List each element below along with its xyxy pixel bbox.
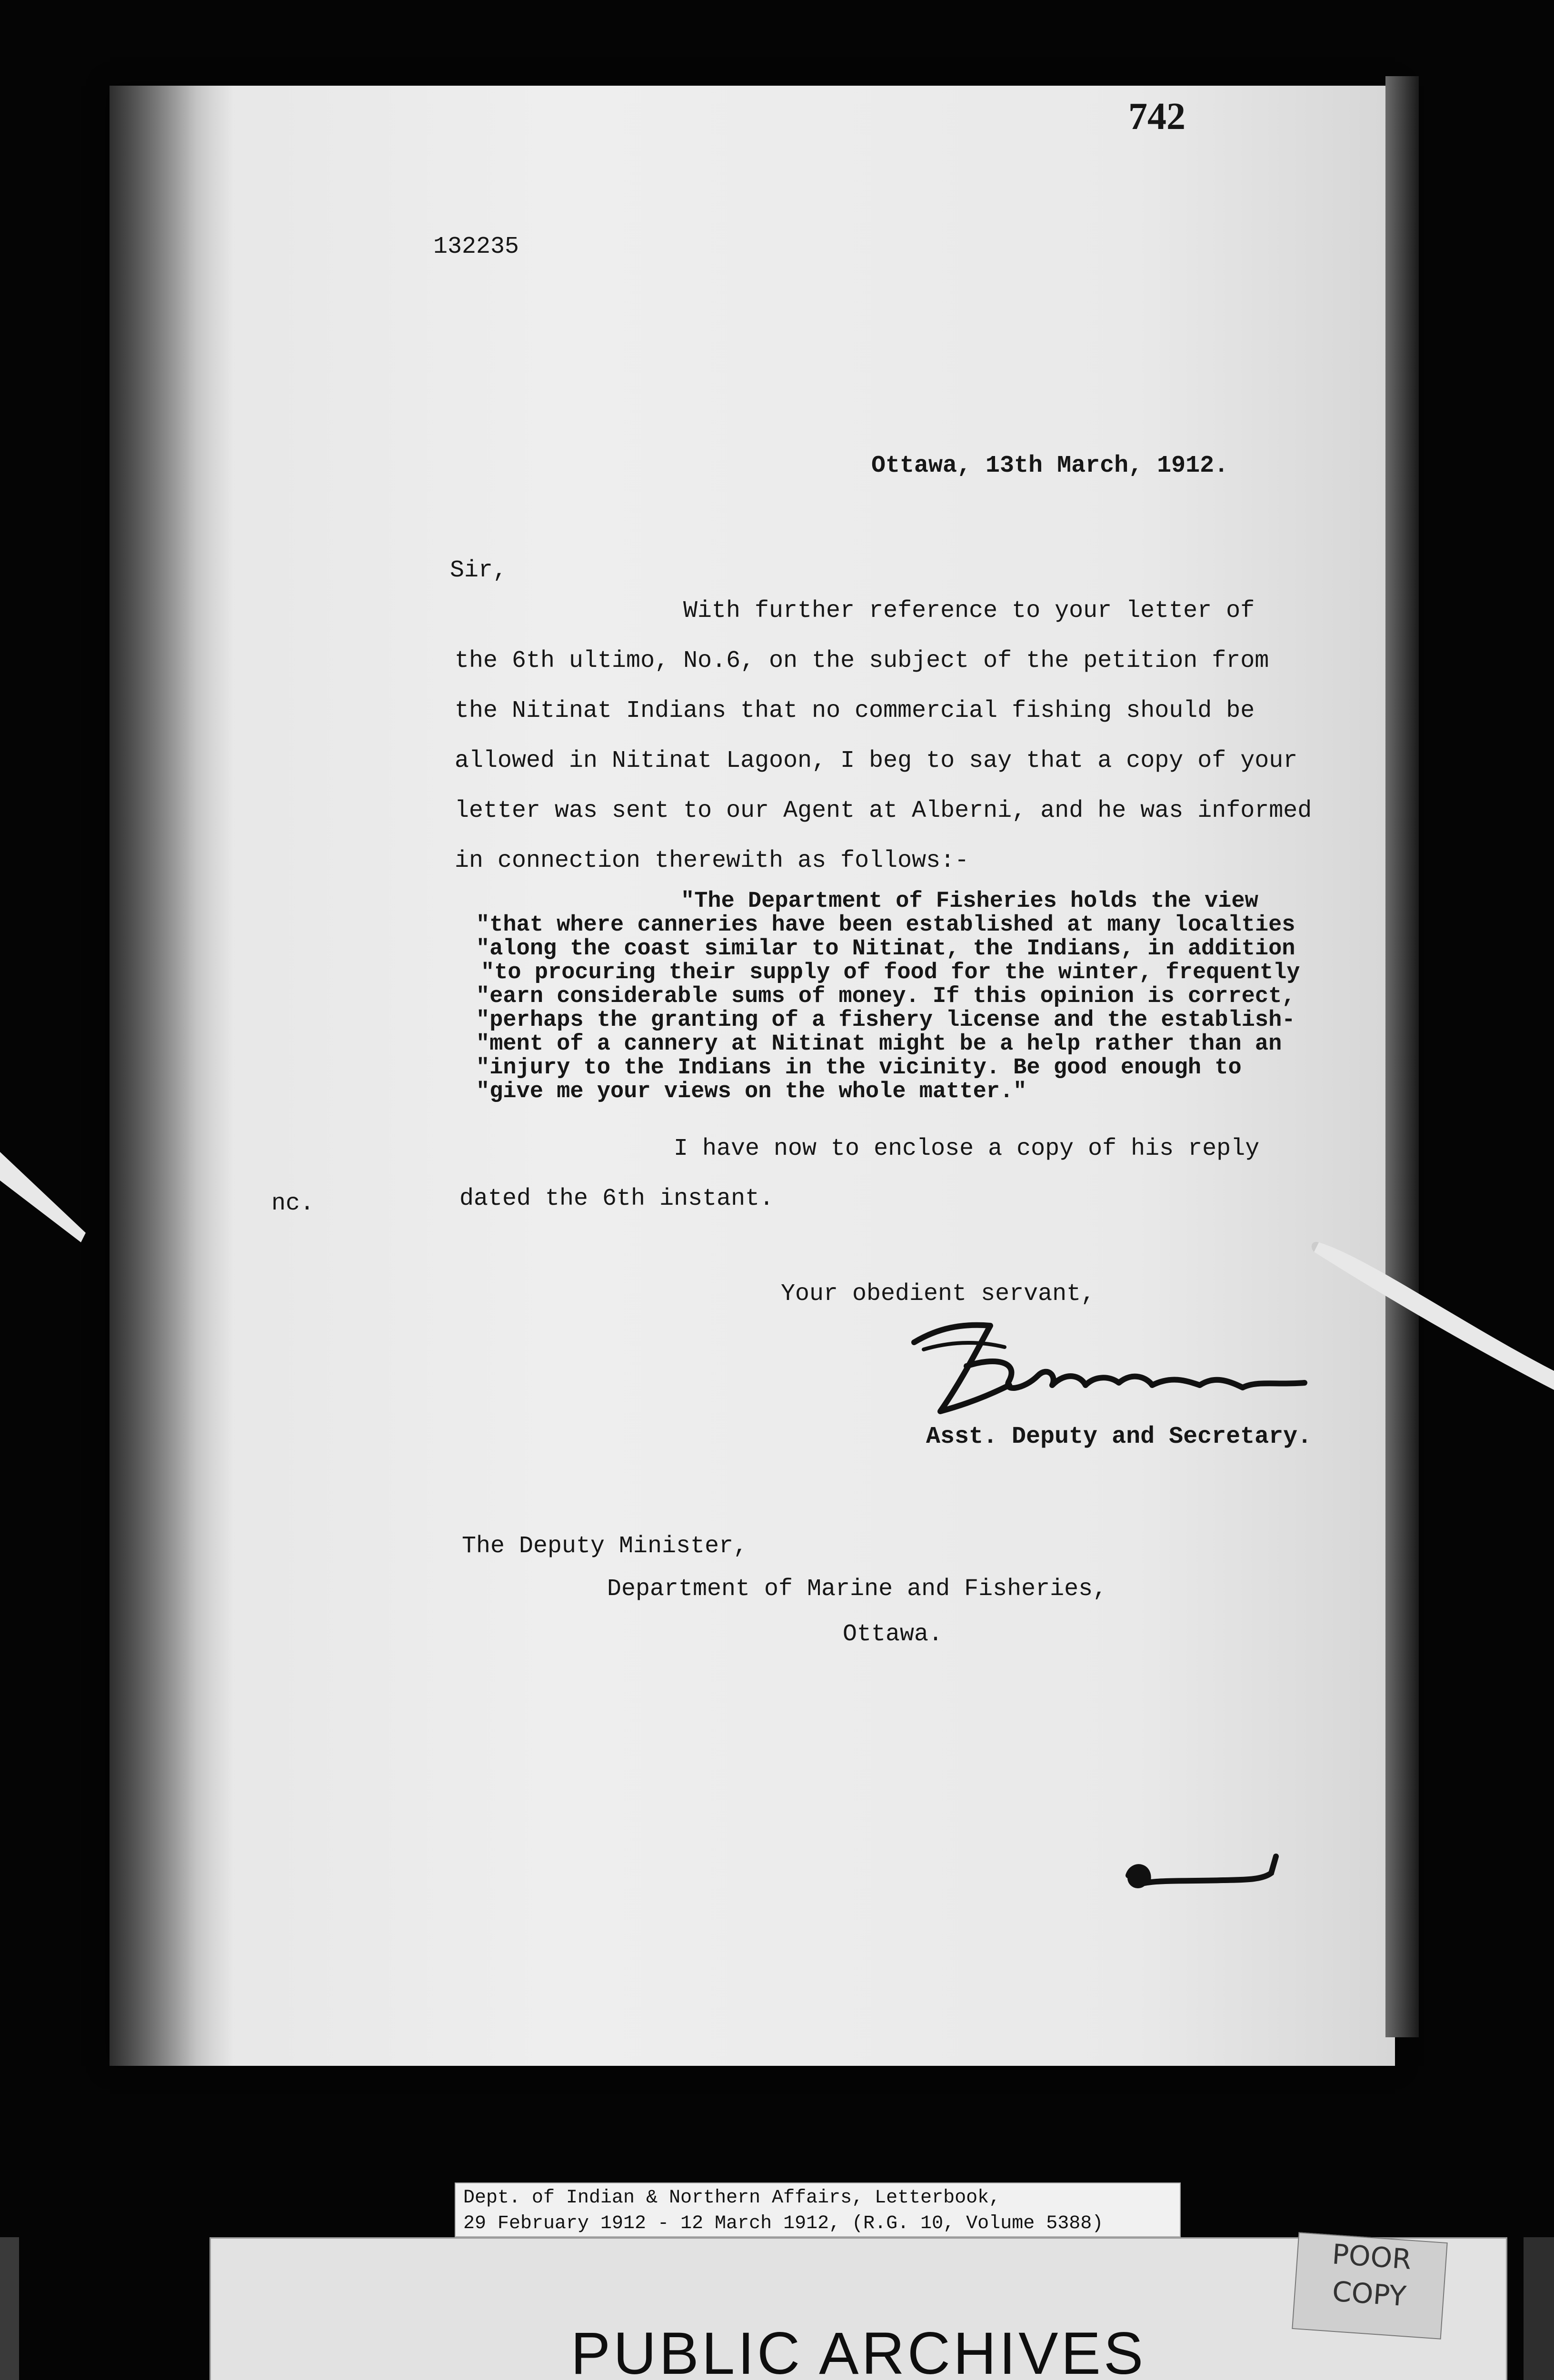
page-edge bbox=[1385, 76, 1419, 2037]
body-line: the 6th ultimo, No.6, on the subject of the petition from bbox=[455, 647, 1269, 674]
quote-line: "The Department of Fisheries holds the view bbox=[681, 889, 1258, 914]
paper-clip-right bbox=[1309, 1228, 1554, 1409]
quote-line: "give me your views on the whole matter." bbox=[476, 1079, 1027, 1104]
quote-line: "injury to the Indians in the vicinity. Be good enough to bbox=[476, 1055, 1242, 1081]
poor-copy-stamp bbox=[1292, 2232, 1447, 2339]
body-line: in connection therewith as follows:- bbox=[455, 847, 969, 874]
quote-line: "to procuring their supply of food for the winter, frequently bbox=[481, 960, 1300, 985]
body-line: dated the 6th instant. bbox=[459, 1185, 774, 1212]
recipient-line: Department of Marine and Fisheries, bbox=[607, 1576, 1107, 1603]
caption-line: 29 February 1912 - 12 March 1912, (R.G. 10, Volume 5388) bbox=[463, 2213, 1104, 2234]
salutation: Sir, bbox=[450, 557, 508, 584]
archive-title-en: PUBLIC ARCHIVES bbox=[570, 2320, 1146, 2380]
page-shadow bbox=[110, 86, 233, 2066]
quote-line: "earn considerable sums of money. If this opinion is correct, bbox=[476, 984, 1295, 1009]
stamp-line: POOR bbox=[1331, 2238, 1413, 2276]
caption-line: Dept. of Indian & Northern Affairs, Letterbook, bbox=[463, 2187, 1001, 2209]
handwritten-mark bbox=[1119, 1847, 1290, 1904]
closing: Your obedient servant, bbox=[781, 1280, 1096, 1308]
body-line: I have now to enclose a copy of his reply bbox=[674, 1135, 1260, 1162]
handwritten-signature bbox=[895, 1314, 1324, 1433]
body-line: the Nitinat Indians that no commercial fishing should be bbox=[455, 697, 1255, 724]
recipient-line: Ottawa. bbox=[843, 1621, 943, 1648]
signature-title: Asst. Deputy and Secretary. bbox=[926, 1423, 1312, 1450]
body-line: letter was sent to our Agent at Alberni, and he was informed bbox=[455, 797, 1312, 824]
page-number: 742 bbox=[1128, 96, 1185, 138]
film-strip-left bbox=[0, 2237, 19, 2380]
paper-clip-left bbox=[0, 1152, 90, 1261]
body-line: With further reference to your letter of bbox=[683, 597, 1255, 625]
quote-line: "perhaps the granting of a fishery license and the establish- bbox=[476, 1008, 1295, 1033]
quote-line: "along the coast similar to Nitinat, the Indians, in addition bbox=[476, 936, 1295, 962]
date-line: Ottawa, 13th March, 1912. bbox=[871, 452, 1229, 479]
quote-line: "ment of a cannery at Nitinat might be a help rather than an bbox=[476, 1031, 1282, 1057]
film-strip-right bbox=[1524, 2237, 1554, 2380]
archive-caption bbox=[455, 2182, 1181, 2237]
file-number: 132235 bbox=[433, 233, 519, 260]
margin-note: nc. bbox=[271, 1190, 315, 1217]
recipient-line: The Deputy Minister, bbox=[462, 1533, 748, 1560]
quote-line: "that where canneries have been established at many localties bbox=[476, 912, 1295, 938]
body-line: allowed in Nitinat Lagoon, I beg to say that a copy of your bbox=[455, 747, 1298, 774]
stamp-line: COPY bbox=[1331, 2275, 1407, 2313]
